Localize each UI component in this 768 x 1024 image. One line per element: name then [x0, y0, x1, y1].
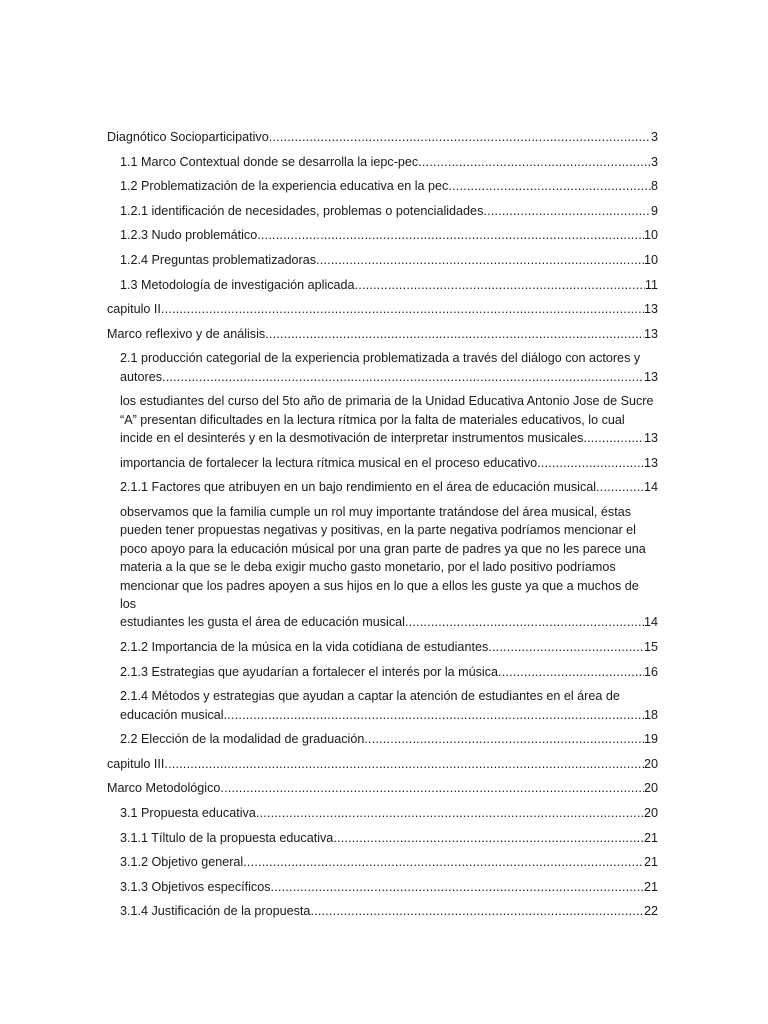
toc-entry-title: Marco reflexivo y de análisis: [107, 326, 266, 341]
toc-page-number: 19: [643, 732, 658, 747]
toc-entry-title: 1.2.4 Preguntas problematizadoras: [120, 252, 317, 267]
toc-entry-line: 2.1.4 Métodos y estrategias que ayudan a captar la atención de estudiantes en el área de: [120, 689, 620, 704]
toc-leader: [243, 853, 644, 871]
toc-page-number: 20: [643, 805, 658, 820]
toc-entry-title: 3.1.1 Tíltulo de la propuesta educativa: [120, 830, 334, 845]
toc-entry[interactable]: [107, 663, 658, 681]
toc-leader: [583, 429, 644, 447]
toc-page-number: 20: [643, 756, 658, 771]
toc-leader: [164, 755, 644, 773]
toc-entry[interactable]: [107, 276, 658, 294]
toc-entry-title: 3.1.2 Objetivo general: [120, 855, 244, 870]
toc-page-number: 10: [643, 252, 658, 267]
toc-page-number: 13: [643, 369, 658, 384]
toc-entry[interactable]: [107, 392, 658, 447]
toc-entry-title: 3.1.4 Justificación de la propuesta: [120, 904, 311, 919]
toc-entry-title: educación musical: [120, 707, 224, 722]
toc-entry[interactable]: [107, 153, 658, 171]
toc-page-number: 20: [643, 781, 658, 796]
toc-entry-line: los estudiantes del curso del 5to año de primaria de la Unidad Educativa Antonio Jose de Sucre: [120, 394, 654, 409]
toc-entry[interactable]: [107, 503, 658, 632]
toc-entry[interactable]: [107, 804, 658, 822]
toc-entry[interactable]: [107, 853, 658, 871]
toc-page-number: 14: [643, 480, 658, 495]
toc-leader: [271, 878, 644, 896]
toc-entry[interactable]: [107, 878, 658, 896]
toc-page-number: 9: [650, 203, 658, 218]
toc-entry-title: 2.1.2 Importancia de la música en la vida cotidiana de estudiantes: [120, 639, 489, 654]
toc-leader: [257, 226, 644, 244]
toc-leader: [224, 706, 644, 724]
toc-entry-title: Marco Metodológico: [107, 781, 221, 796]
toc-leader: [269, 128, 651, 146]
toc-entry-title: incide en el desinterés y en la desmotivación de interpretar instrumentos musicales: [120, 431, 584, 446]
toc-leader: [418, 153, 651, 171]
toc-entry[interactable]: [107, 177, 658, 195]
toc-leader: [355, 276, 645, 294]
toc-entry[interactable]: [107, 325, 658, 343]
toc-entry-title: 2.1.3 Estrategias que ayudarían a fortalecer el interés por la música: [120, 664, 499, 679]
toc-entry-line: “A” presentan dificultades en la lectura rítmica por la falta de materiales educativos, lo cual: [120, 412, 625, 427]
toc-page-number: 11: [644, 277, 658, 292]
toc-leader: [498, 663, 644, 681]
toc-leader: [310, 902, 644, 920]
table-of-contents: [107, 128, 658, 927]
toc-page-number: 8: [650, 179, 658, 194]
toc-entry[interactable]: [107, 251, 658, 269]
toc-entry-line: materia a la que se le deba exigir mucho gasto monetario, por el lado positivo podríamos: [120, 560, 616, 575]
toc-page-number: 3: [650, 154, 658, 169]
toc-page-number: 21: [643, 830, 658, 845]
toc-page-number: 13: [643, 431, 658, 446]
toc-leader: [316, 251, 644, 269]
toc-entry[interactable]: [107, 687, 658, 724]
toc-entry-line: observamos que la familia cumple un rol muy importante tratándose del área musical, éstas: [120, 504, 631, 519]
toc-entry[interactable]: [107, 454, 658, 472]
toc-entry-title: 1.1 Marco Contextual donde se desarrolla la iepc-pec: [120, 154, 419, 169]
toc-page-number: 15: [643, 639, 658, 654]
toc-page-number: 13: [643, 455, 658, 470]
toc-entry-title: estudiantes les gusta el área de educación musical: [120, 615, 405, 630]
toc-leader: [483, 202, 651, 220]
toc-entry[interactable]: [107, 349, 658, 386]
toc-entry-line: pueden tener propuestas negativas y positivas, en la parte negativa podríamos mencionar el: [120, 523, 636, 538]
toc-page-number: 16: [643, 664, 658, 679]
toc-entry-line: 2.1 producción categorial de la experiencia problematizada a través del diálogo con actores y: [120, 351, 641, 366]
toc-entry-title: Diagnótico Socioparticipativo: [107, 130, 269, 144]
toc-leader: [364, 730, 644, 748]
toc-entry[interactable]: [107, 779, 658, 797]
toc-entry-title: capitulo II: [107, 302, 161, 317]
toc-entry-title: 1.2.1 identificación de necesidades, problemas o potencialidades: [120, 203, 484, 218]
toc-entry[interactable]: [107, 730, 658, 748]
toc-entry-line: mencionar que los padres apoyen a sus hijos en lo que a ellos les guste ya que a muchos de los: [120, 578, 639, 611]
toc-entry[interactable]: [107, 829, 658, 847]
toc-page-number: 21: [643, 879, 658, 894]
toc-leader: [265, 325, 644, 343]
toc-entry[interactable]: [107, 128, 658, 146]
toc-leader: [596, 478, 644, 496]
toc-entry-title: 2.2 Elección de la modalidad de graduación: [120, 732, 365, 747]
toc-entry[interactable]: [107, 478, 658, 496]
toc-leader: [333, 829, 644, 847]
toc-page-number: 21: [643, 855, 658, 870]
toc-leader: [161, 300, 644, 318]
toc-leader: [256, 804, 644, 822]
toc-page-number: 13: [643, 326, 658, 341]
toc-leader: [405, 613, 644, 631]
toc-entry-title: autores: [120, 369, 163, 384]
toc-page-number: 13: [643, 302, 658, 317]
toc-leader: [220, 779, 644, 797]
toc-entry-title: importancia de fortalecer la lectura rítmica musical en el proceso educativo: [120, 455, 538, 470]
toc-entry-title: 1.2 Problematización de la experiencia educativa en la pec: [120, 179, 449, 194]
toc-entry[interactable]: [107, 638, 658, 656]
toc-entry-title: 1.3 Metodología de investigación aplicada: [120, 277, 355, 292]
toc-entry-title: 2.1.1 Factores que atribuyen en un bajo rendimiento en el área de educación musical: [120, 480, 597, 495]
toc-page-number: 22: [643, 904, 658, 919]
toc-leader: [448, 177, 651, 195]
toc-entry-line: poco apoyo para la educación músical por una gran parte de padres ya que no les parece una: [120, 541, 646, 556]
toc-entry[interactable]: [107, 755, 658, 773]
toc-page-number: 3: [650, 130, 658, 144]
toc-entry-title: 3.1.3 Objetivos específicos: [120, 879, 271, 894]
toc-entry[interactable]: [107, 202, 658, 220]
toc-leader: [488, 638, 644, 656]
toc-page-number: 10: [643, 228, 658, 243]
toc-page-number: 18: [643, 707, 658, 722]
toc-leader: [162, 368, 644, 386]
toc-leader: [537, 454, 644, 472]
toc-entry-title: 3.1 Propuesta educativa: [120, 805, 256, 820]
toc-entry-title: capitulo III: [107, 756, 165, 771]
toc-entry[interactable]: [107, 902, 658, 920]
toc-page-number: 14: [643, 615, 658, 630]
toc-entry[interactable]: [107, 226, 658, 244]
toc-entry[interactable]: [107, 300, 658, 318]
toc-entry-title: 1.2.3 Nudo problemático: [120, 228, 258, 243]
